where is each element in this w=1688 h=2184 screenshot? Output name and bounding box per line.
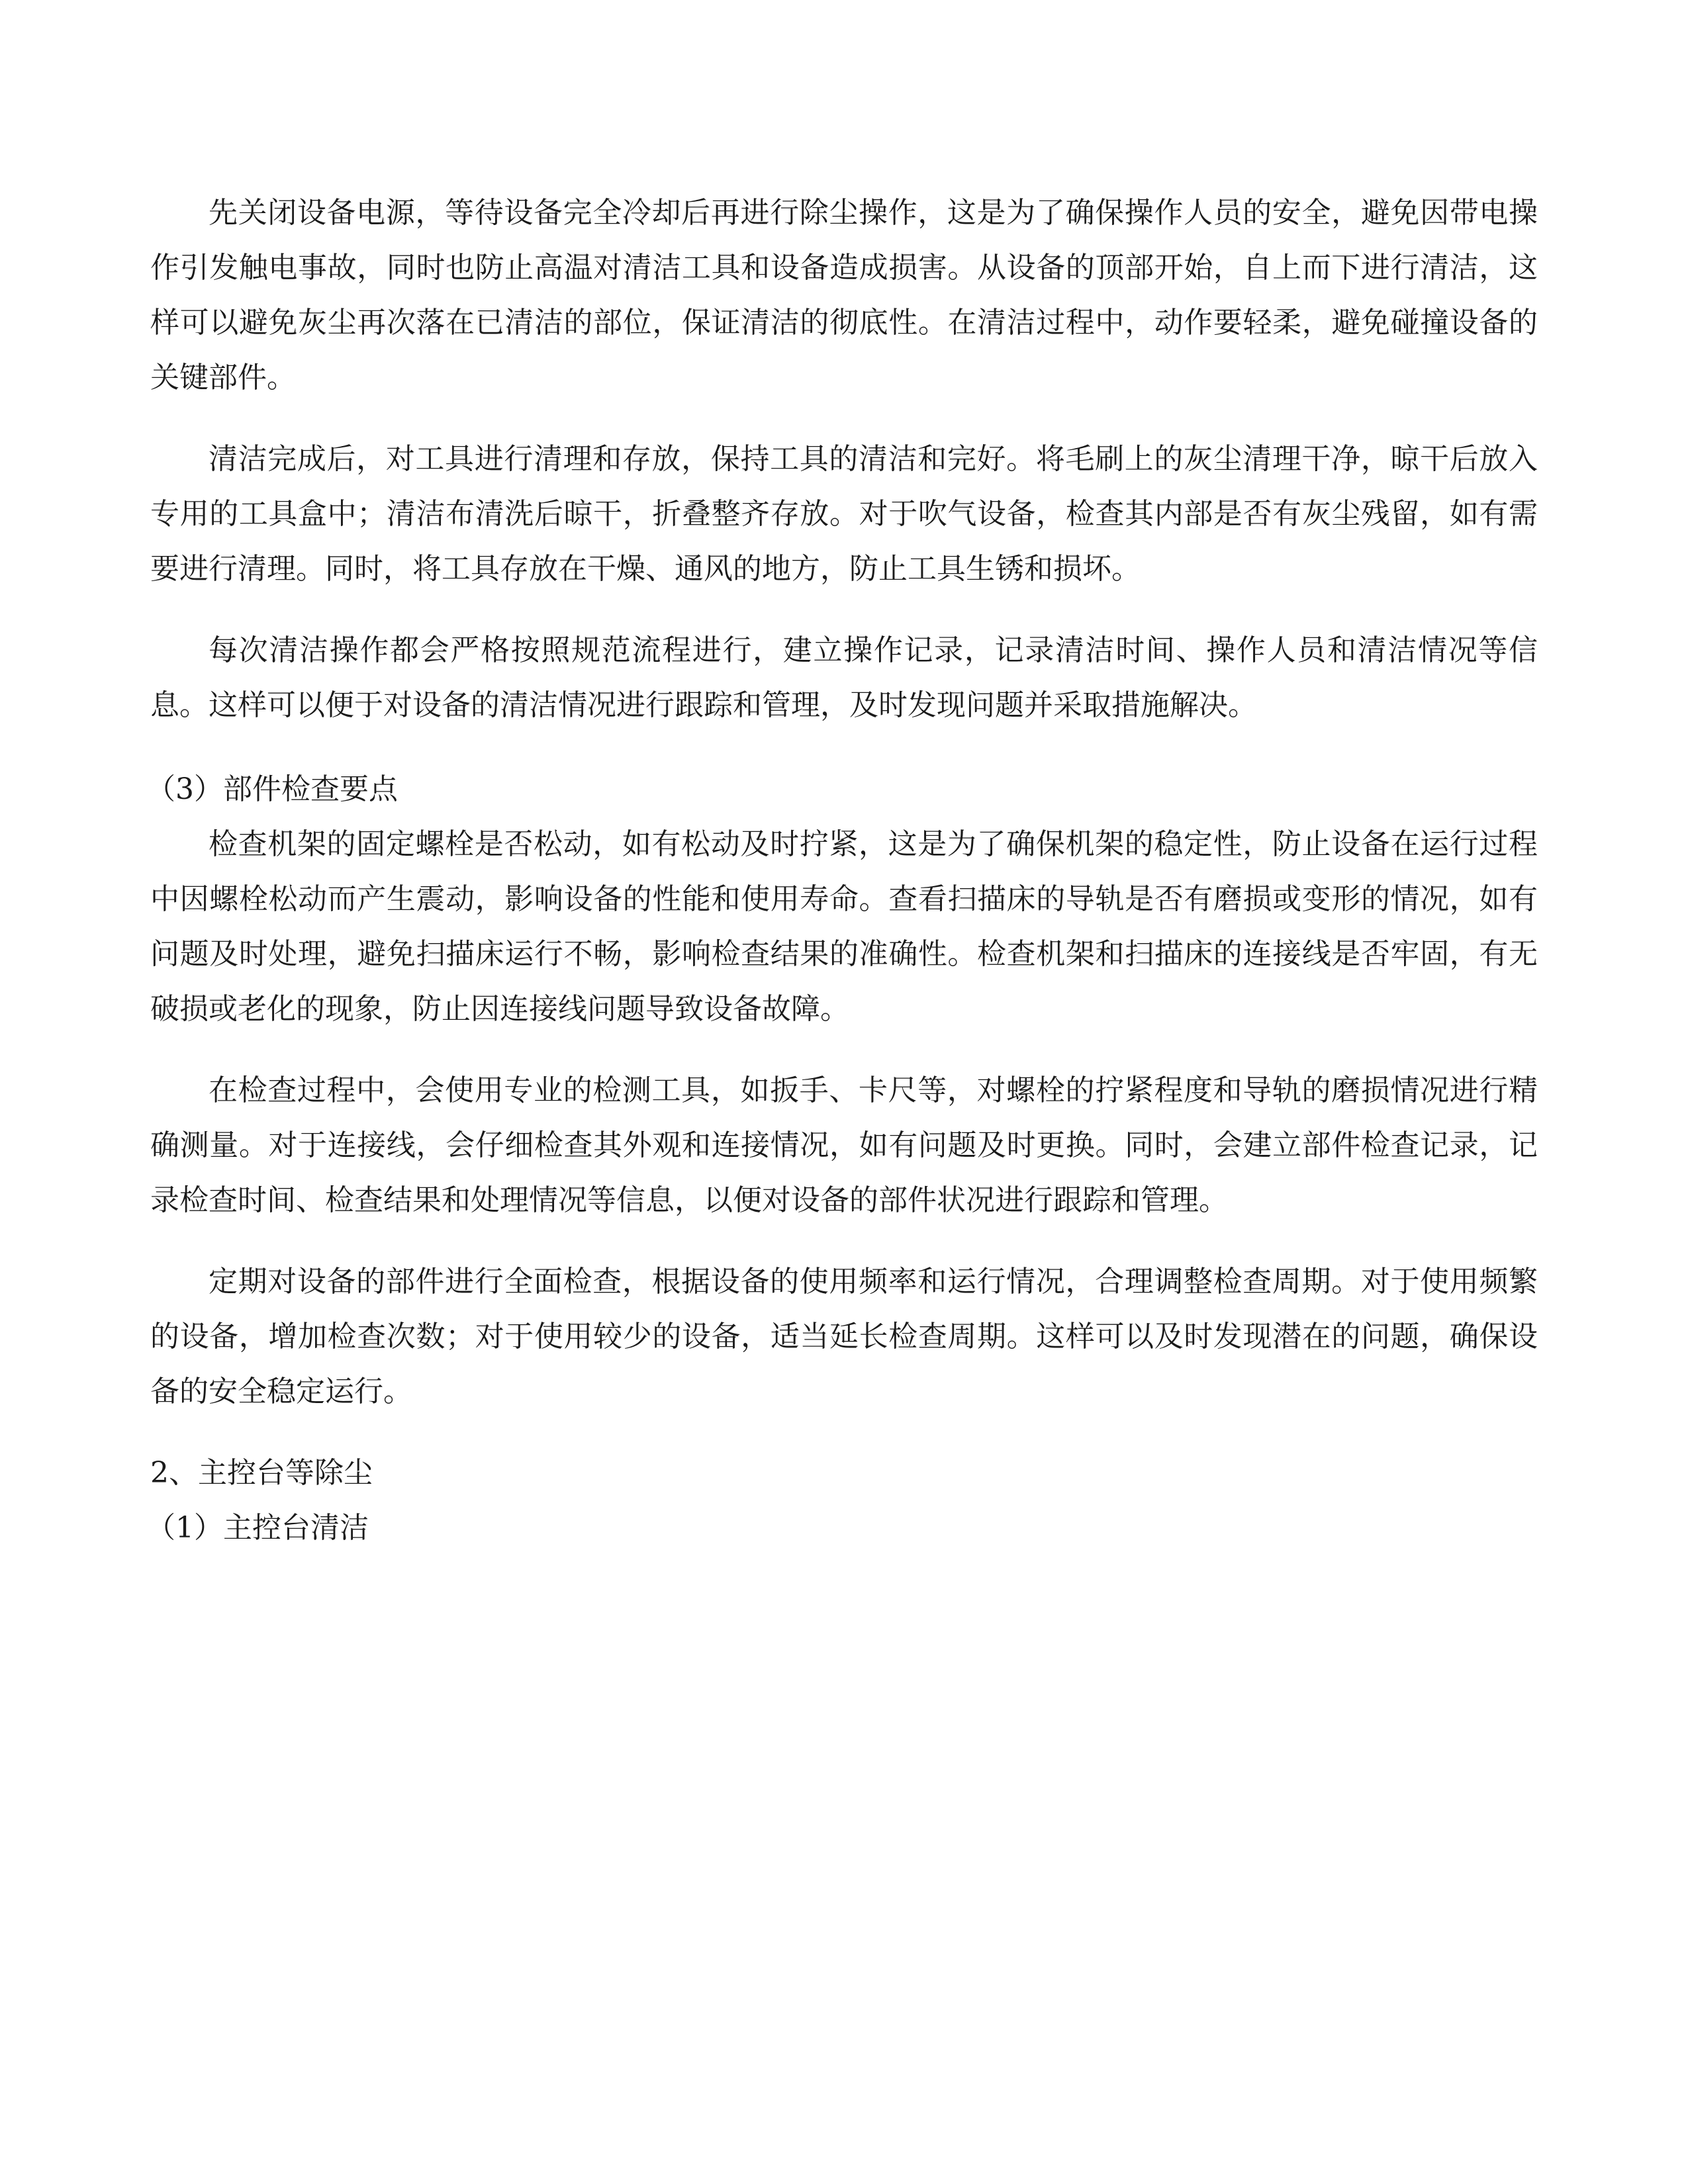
paragraph-inspection-tools: 在检查过程中，会使用专业的检测工具，如扳手、卡尺等，对螺栓的拧紧程度和导轨的磨损情况进行精确测量。对于连接线，会仔细检查其外观和连接情况，如有问题及时更换。同时，会建立部件检查记录，记录检查时间、检查结果和处理情况等信息，以便对设备的部件状况进行跟踪和管理。 [150, 1073, 1538, 1217]
paragraph-frame-inspection: 检查机架的固定螺栓是否松动，如有松动及时拧紧，这是为了确保机架的稳定性，防止设备在运行过程中因螺栓松动而产生震动，影响设备的性能和使用寿命。查看扫描床的导轨是否有磨损或变形的情况，如有问题及时处理，避免扫描床运行不畅，影响检查结果的准确性。检查机架和扫描床的连接线是否牢固，有无破损或老化的现象，防止因连接线问题导致设备故障。 [150, 827, 1538, 1026]
document-page [146, 185, 1538, 1555]
section-heading-console-dusting: 2、主控台等除尘 [150, 1456, 373, 1490]
section-heading-component-inspection: （3）部件检查要点 [146, 772, 398, 806]
paragraph-cleaning-records: 每次清洁操作都会严格按照规范流程进行，建立操作记录，记录清洁时间、操作人员和清洁情况等信息。这样可以便于对设备的清洁情况进行跟踪和管理，及时发现问题并采取措施解决。 [150, 633, 1538, 722]
paragraph-power-off-cleaning: 先关闭设备电源，等待设备完全冷却后再进行除尘操作，这是为了确保操作人员的安全，避免因带电操作引发触电事故，同时也防止高温对清洁工具和设备造成损害。从设备的顶部开始，自上而下进行清洁，这样可以避免灰尘再次落在已清洁的部位，保证清洁的彻底性。在清洁过程中，动作要轻柔，避免碰撞设备的关键部件。 [150, 196, 1538, 394]
paragraph-tool-storage: 清洁完成后，对工具进行清理和存放，保持工具的清洁和完好。将毛刷上的灰尘清理干净，晾干后放入专用的工具盒中；清洁布清洗后晾干，折叠整齐存放。对于吹气设备，检查其内部是否有灰尘残留，如有需要进行清理。同时，将工具存放在干燥、通风的地方，防止工具生锈和损坏。 [150, 442, 1538, 586]
paragraph-periodic-inspection: 定期对设备的部件进行全面检查，根据设备的使用频率和运行情况，合理调整检查周期。对于使用频繁的设备，增加检查次数；对于使用较少的设备，适当延长检查周期。这样可以及时发现潜在的问题，确保设备的安全稳定运行。 [150, 1265, 1538, 1408]
section-heading-console-cleaning: （1）主控台清洁 [146, 1511, 369, 1545]
